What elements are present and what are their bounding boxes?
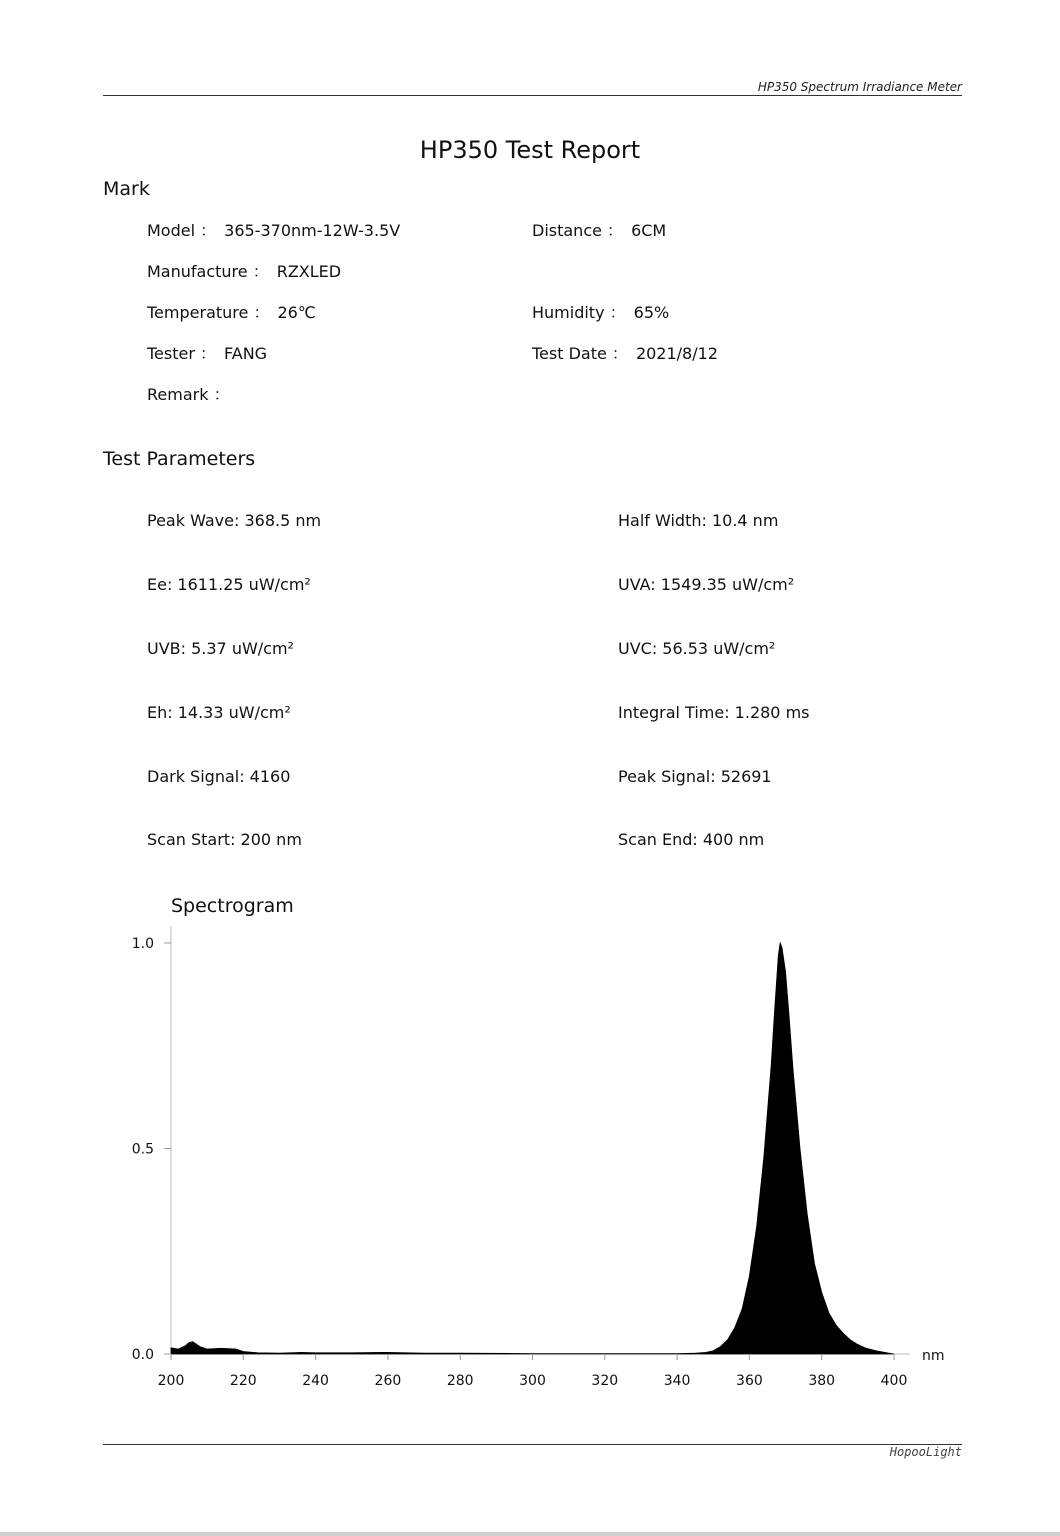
param-dark-signal: Dark Signal: 4160: [147, 767, 291, 786]
test-date-label: Test Date ：: [532, 344, 628, 363]
tester-label: Tester ：: [147, 344, 217, 363]
x-tick-label: 300: [519, 1373, 546, 1389]
y-tick-label: 0.0: [131, 1347, 154, 1363]
param-half-width: Half Width: 10.4 nm: [618, 511, 779, 530]
param-integral-time: Integral Time: 1.280 ms: [618, 703, 810, 722]
mark-section-title: Mark: [103, 178, 150, 200]
distance-value: 6CM: [631, 221, 667, 240]
manufacture-value: RZXLED: [276, 262, 342, 281]
manufacture-label: Manufacture ：: [147, 262, 269, 281]
spectrum-area: [171, 943, 894, 1354]
param-scan-start: Scan Start: 200 nm: [147, 830, 302, 849]
x-axis-unit-label: nm: [922, 1348, 945, 1364]
y-tick-label: 1.0: [131, 936, 154, 952]
param-uvb: UVB: 5.37 uW/cm²: [147, 639, 294, 658]
x-tick-label: 220: [229, 1373, 257, 1389]
y-tick-label: 0.5: [131, 1141, 154, 1158]
param-peak-wave: Peak Wave: 368.5 nm: [147, 511, 322, 530]
model-label: Model ：: [147, 221, 217, 240]
param-scan-end: Scan End: 400 nm: [618, 830, 765, 849]
param-peak-signal: Peak Signal: 52691: [618, 767, 772, 786]
remark-label: Remark ：: [147, 385, 230, 404]
x-tick-label: 200: [157, 1373, 185, 1389]
parameters-section-title: Test Parameters: [103, 448, 256, 470]
test-date-value: 2021/8/12: [635, 344, 718, 363]
chart-series: [171, 943, 894, 1354]
model-value: 365-370nm-12W-3.5V: [224, 221, 401, 240]
temperature-label: Temperature ：: [147, 303, 270, 322]
temperature-value: 26℃: [277, 303, 316, 322]
param-uva: UVA: 1549.35 uW/cm²: [618, 575, 795, 594]
humidity-label: Humidity ：: [532, 303, 626, 322]
footer-brand: HopooLight: [889, 1445, 962, 1459]
x-tick-label: 280: [446, 1373, 474, 1389]
x-tick-label: 240: [302, 1373, 329, 1389]
page-bottom-edge: [0, 1532, 1060, 1536]
report-title: HP350 Test Report: [419, 136, 641, 164]
humidity-value: 65%: [633, 303, 670, 322]
x-tick-label: 360: [736, 1373, 763, 1389]
x-tick-label: 340: [663, 1373, 691, 1389]
param-ee: Ee: 1611.25 uW/cm²: [147, 575, 311, 594]
spectrogram-title: Spectrogram: [171, 895, 294, 917]
tester-value: FANG: [224, 344, 268, 363]
distance-label: Distance ：: [532, 221, 624, 240]
param-uvc: UVC: 56.53 uW/cm²: [618, 639, 776, 658]
param-eh: Eh: 14.33 uW/cm²: [147, 703, 291, 722]
footer-rule: [103, 1444, 962, 1445]
x-tick-label: 400: [880, 1373, 908, 1389]
x-tick-label: 380: [808, 1373, 836, 1389]
meter-name-header: HP350 Spectrum Irradiance Meter: [757, 80, 962, 94]
x-tick-label: 260: [374, 1373, 402, 1389]
x-tick-label: 320: [591, 1373, 619, 1389]
